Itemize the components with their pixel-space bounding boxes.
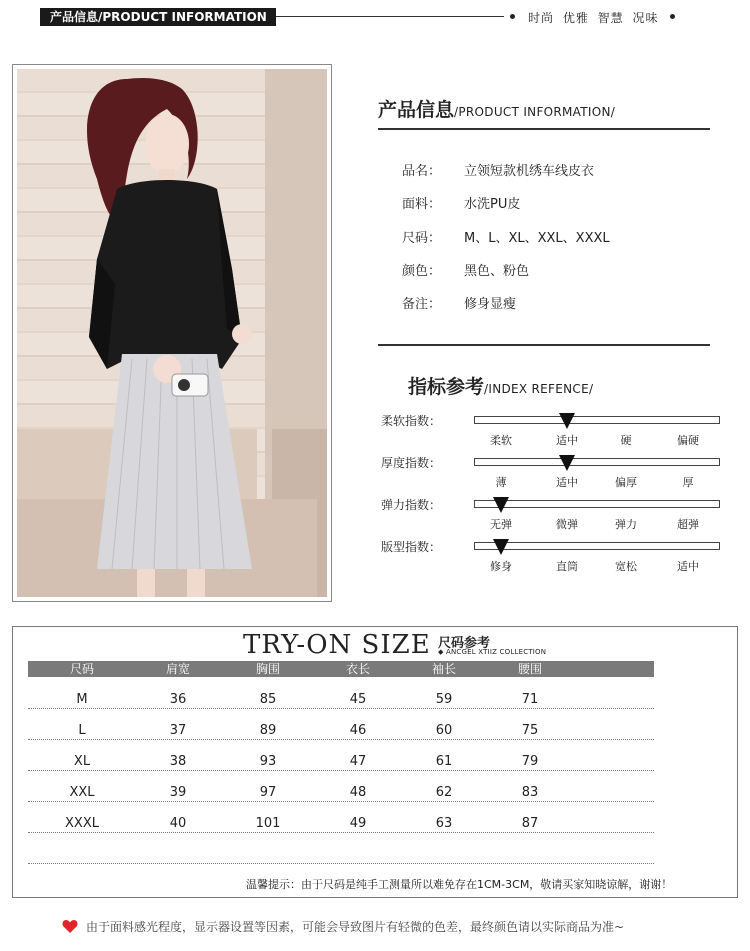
size-table-cell: XXXL [65,816,99,831]
scale-option: 薄 [495,476,507,489]
size-table-cell: 49 [349,816,367,831]
size-table-header-cell: 腰围 [517,662,542,676]
scale-option: 适中 [556,476,578,489]
scale-label: 柔软指数： [381,414,442,428]
scale-bar [474,500,720,508]
info-row-fabric: 面料： 水洗PU皮 [402,197,521,212]
size-table-cell: XXL [69,785,95,800]
product-info-rule [378,128,710,130]
product-info-title: 产品信息/PRODUCT INFORMATION/ [378,99,616,121]
size-table-header-cell: 胸围 [255,662,280,676]
size-table-cell: 71 [521,692,539,707]
size-table-cell: 83 [521,785,539,800]
scale-option: 适中 [677,560,699,573]
scale-label: 弹力指数： [381,498,442,512]
header-dot-icon [510,14,515,19]
size-table-cell: 63 [435,816,453,831]
scale-bar [474,458,720,466]
size-table-header-cell: 尺码 [69,662,94,676]
scale-option: 无弹 [490,518,512,531]
scale-option: 超弹 [677,518,699,531]
header-tag: 产品信息/PRODUCT INFORMATION [40,8,276,26]
scale-option: 弹力 [615,518,637,531]
size-table-row-divider [28,863,654,864]
size-table-cell: 89 [259,723,277,738]
size-table-cell: 46 [349,723,367,738]
size-table-cell: 36 [169,692,187,707]
size-table-cell: 97 [259,785,277,800]
scale-label: 版型指数： [381,540,442,554]
size-table-header-cell: 袖长 [431,662,456,676]
scale-option: 偏硬 [677,434,699,447]
size-table-note: 温馨提示：由于尺码是纯手工测量所以难免存在1CM-3CM，敬请买家知晓谅解，谢谢！ [246,878,673,891]
scale-option: 柔软 [490,434,512,447]
scale-option: 宽松 [615,560,637,573]
scale-bar [474,416,720,424]
product-photo [17,69,327,597]
size-table-row-divider [28,708,654,709]
size-table-cell: 40 [169,816,187,831]
footer-disclaimer: 由于面料感光程度，显示器设置等因素，可能会导致图片有轻微的色差，最终颜色请以实际商品为准~ [86,920,625,934]
scale-option: 偏厚 [615,476,637,489]
scale-marker-icon [493,539,509,555]
scale-option: 硬 [620,434,632,447]
size-table-cell: XL [73,754,91,769]
scale-marker-icon [559,413,575,429]
size-table-cell: 38 [169,754,187,769]
size-table-cell: 45 [349,692,367,707]
model-illustration [17,69,327,597]
heart-icon [62,918,78,934]
scale-option: 修身 [490,560,512,573]
size-table-header-cell: 肩宽 [165,662,190,676]
size-table-cell: 79 [521,754,539,769]
size-table-cell: 85 [259,692,277,707]
info-row-color: 颜色： 黑色、粉色 [402,264,530,279]
size-table-cell: 61 [435,754,453,769]
scale-option: 适中 [556,434,578,447]
index-title: 指标参考/INDEX REFENCE/ [408,376,594,398]
size-table-cell: 59 [435,692,453,707]
header-dot-icon [670,14,675,19]
size-table-cell: 39 [169,785,187,800]
size-table-row-divider [28,801,654,802]
size-table-cell: 93 [259,754,277,769]
size-table-cell: 37 [169,723,187,738]
scale-option: 直筒 [556,560,578,573]
size-table-title-cn: 尺码参考 [438,636,491,651]
size-table-title: TRY-ON SIZE [243,630,431,660]
header-divider [276,16,504,17]
size-table-cell: 101 [255,816,281,831]
size-table-cell: 62 [435,785,453,800]
size-table-cell: M [76,692,88,707]
size-table-row-divider [28,739,654,740]
scale-bar [474,542,720,550]
info-row-note: 备注： 修身显瘦 [402,297,517,312]
size-table-row-divider [28,770,654,771]
info-row-name: 品名： 立领短款机绣车线皮衣 [402,164,595,179]
scale-marker-icon [559,455,575,471]
size-table-cell: 87 [521,816,539,831]
header-keywords: 时尚 优雅 智慧 况味 [528,11,659,25]
size-table-subtitle: ◆ ANCGEL XTIIZ COLLECTION [438,648,547,656]
size-table-cell: 75 [521,723,539,738]
info-row-size: 尺码： M、L、XL、XXL、XXXL [402,231,610,246]
size-table-row-divider [28,832,654,833]
size-table-cell: 60 [435,723,453,738]
index-rule [378,344,710,346]
size-table-cell: 48 [349,785,367,800]
scale-option: 微弹 [556,518,578,531]
size-table-cell: L [78,723,86,738]
scale-option: 厚 [682,476,694,489]
size-table-cell: 47 [349,754,367,769]
scale-label: 厚度指数： [381,456,442,470]
scale-marker-icon [493,497,509,513]
size-table-header-cell: 衣长 [345,662,370,676]
